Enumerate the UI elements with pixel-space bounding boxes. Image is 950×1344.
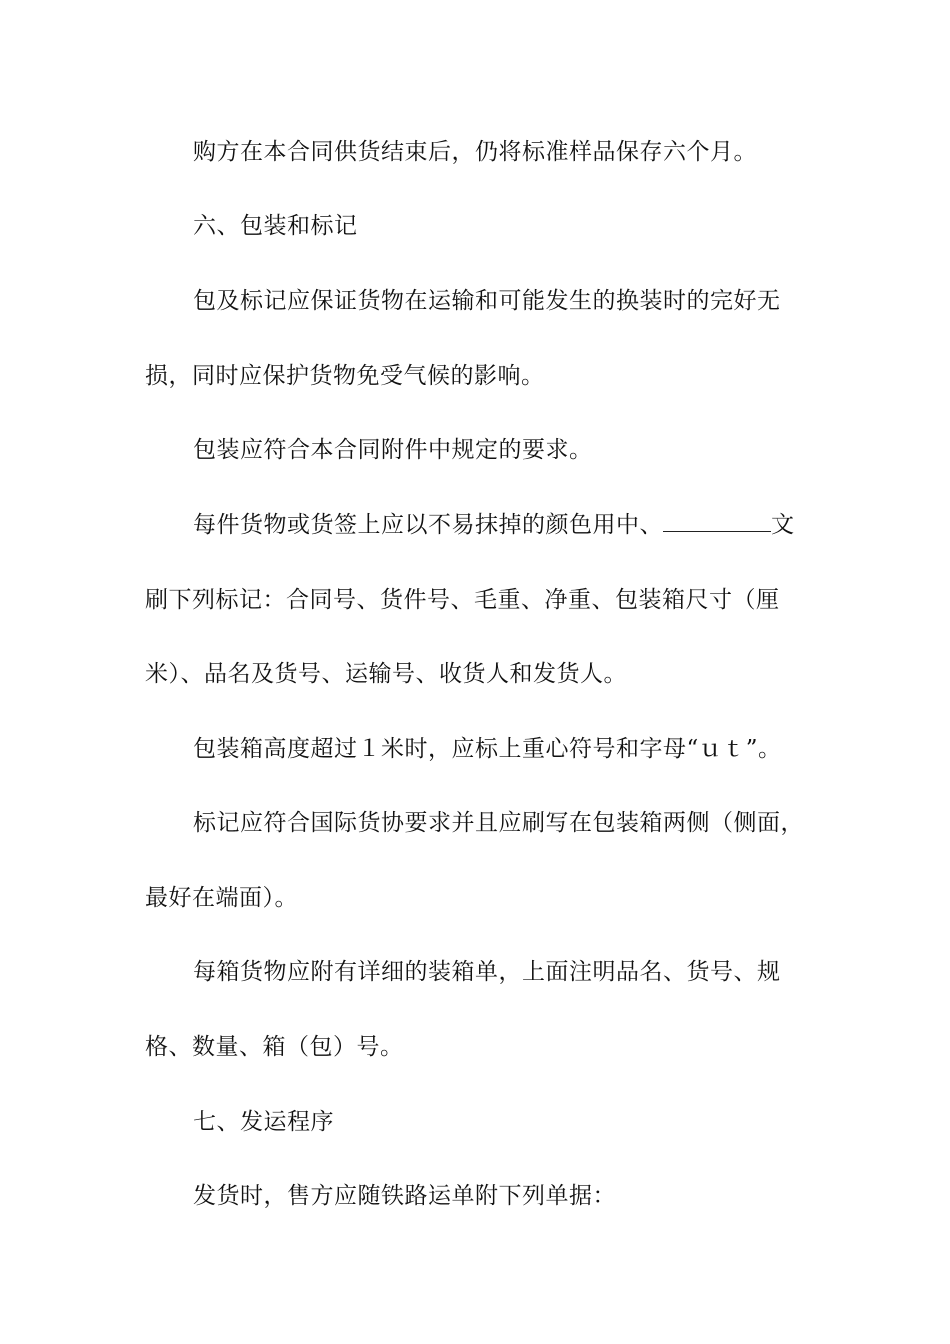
paragraph-text: 文 bbox=[771, 512, 795, 538]
section-heading: 六、包装和标记 bbox=[193, 213, 358, 239]
paragraph-line: 米）、品名及货号、运输号、收货人和发货人。 bbox=[145, 661, 627, 687]
paragraph-line: 包及标记应保证货物在运输和可能发生的换装时的完好无 bbox=[193, 288, 781, 314]
paragraph-line: 包装应符合本合同附件中规定的要求。 bbox=[193, 437, 593, 463]
paragraph-line: 最好在端面）。 bbox=[145, 885, 298, 911]
fill-in-blank bbox=[663, 513, 771, 532]
paragraph-text: 每件货物或货签上应以不易抹掉的颜色用中、 bbox=[193, 512, 663, 538]
paragraph-line: 包装箱高度超过１米时，应标上重心符号和字母“ｕｔ”。 bbox=[193, 736, 782, 762]
paragraph-line: 损，同时应保护货物免受气候的影响。 bbox=[145, 363, 545, 389]
paragraph-line: 格、数量、箱（包）号。 bbox=[145, 1034, 404, 1060]
paragraph-line: 刷下列标记：合同号、货件号、毛重、净重、包装箱尺寸（厘 bbox=[145, 587, 780, 613]
paragraph-line: 发货时，售方应随铁路运单附下列单据： bbox=[193, 1183, 616, 1209]
section-heading: 七、发运程序 bbox=[193, 1109, 334, 1135]
paragraph-line: 购方在本合同供货结束后，仍将标准样品保存六个月。 bbox=[193, 139, 757, 165]
paragraph-line: 每箱货物应附有详细的装箱单，上面注明品名、货号、规 bbox=[193, 959, 781, 985]
paragraph-line: 标记应符合国际货协要求并且应刷写在包装箱两侧（侧面， bbox=[193, 810, 804, 836]
paragraph-line bbox=[193, 510, 873, 540]
